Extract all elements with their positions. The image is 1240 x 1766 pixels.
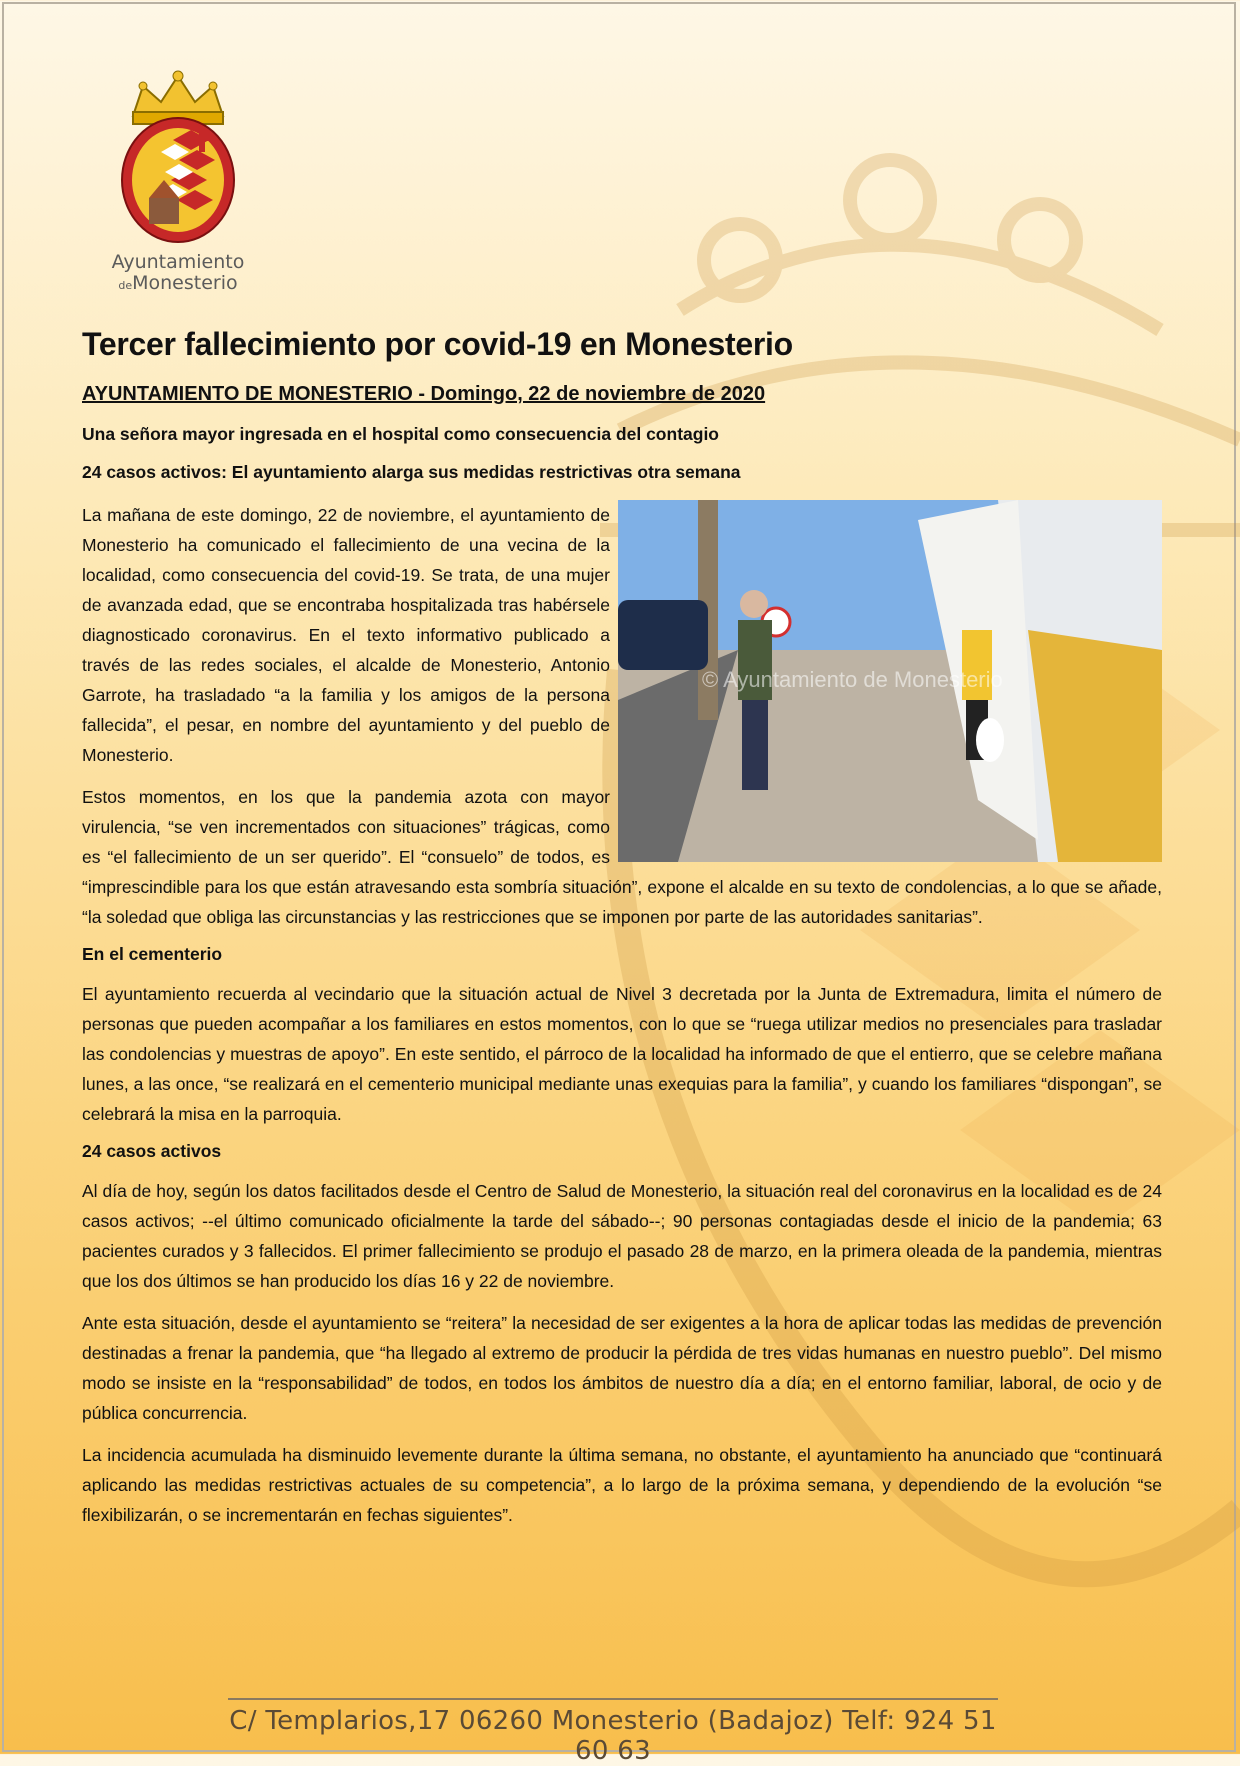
section-heading-casos: 24 casos activos xyxy=(82,1141,222,1161)
municipal-logo xyxy=(108,68,248,296)
paragraph-6: La incidencia acumulada ha disminuido levemente durante la última semana, no obstante, el ayuntamiento ha anunciado que “continuará aplicando las medidas restrictivas actuales de su competencia”, a lo largo de la próxima semana, y dependiendo de la evolución “se flexibilizarán, o se incrementarán en fechas siguientes”. xyxy=(82,1445,1162,1525)
photo-watermark: © Ayuntamiento de Monesterio xyxy=(702,667,1003,692)
coat-of-arms-icon xyxy=(113,68,243,248)
article-photo xyxy=(618,500,1162,862)
paragraph-2: Estos momentos, en los que la pandemia azota con mayor virulencia, “se ven incrementados con situaciones” trágicas, como es “el fallecimiento de un ser querido”. El “consuelo” de todos, es “imprescindible para los que están atravesando esta sombría situación”, expone el alcalde en su texto de condolencias, a lo que se añade, “la soledad que obliga las circunstancias y las restricciones que se imponen por parte de las autoridades sanitarias”. xyxy=(82,787,1162,927)
paragraph-3: El ayuntamiento recuerda al vecindario que la situación actual de Nivel 3 decretada por la Junta de Extremadura, limita el número de personas que pueden acompañar a los familiares en estos momentos, con lo que se “ruega utilizar medios no presenciales para trasladar las condolencias y muestras de apoyo”. En este sentido, el párroco de la localidad ha informado de que el entierro, que se celebre mañana lunes, a las once, “se realizará en el cementerio municipal mediante unas exequias para la familia”, y cuando los familiares “dispongan”, se celebrará la misa en la parroquia. xyxy=(82,984,1162,1124)
paragraph-5: Ante esta situación, desde el ayuntamiento se “reitera” la necesidad de ser exigentes a la hora de aplicar todas las medidas de prevención destinadas a frenar la pandemia, que “ha llegado al extremo de producir la pérdida de tres vidas humanas en nuestro pueblo”. Del mismo modo se insiste en la “responsabilidad” de todos, en todos los ámbitos de nuestro día a día; en el entorno familiar, laboral, de ocio y de pública concurrencia. xyxy=(82,1313,1162,1423)
logo-line-1: Ayuntamiento xyxy=(111,251,245,273)
article-subhead-2: 24 casos activos: El ayuntamiento alarga sus medidas restrictivas otra semana xyxy=(82,462,741,482)
article-title: Tercer fallecimiento por covid-19 en Monesterio xyxy=(82,326,793,362)
article xyxy=(82,326,1162,1542)
article-subhead-1: Una señora mayor ingresada en el hospital como consecuencia del contagio xyxy=(82,424,719,444)
paragraph-1: La mañana de este domingo, 22 de noviembre, el ayuntamiento de Monesterio ha comunicado el fallecimiento de una vecina de la localidad, como consecuencia del covid-19. Se trata, de una mujer de avanzada edad, que se encontraba hospitalizada tras habérsele diagnosticado coronavirus. En el texto informativo publicado a través de las redes sociales, el alcalde de Monesterio, Antonio Garrote, ha trasladado “a la familia y los amigos de la persona fallecida”, el pesar, en nombre del ayuntamiento y del pueblo de Monesterio. xyxy=(82,505,610,765)
section-heading-cementerio: En el cementerio xyxy=(82,944,223,964)
footer-address: C/ Templarios,17 06260 Monesterio (Badajoz) Telf: 924 51 60 63 xyxy=(228,1698,998,1766)
logo-line-2-prefix: de xyxy=(118,279,133,292)
logo-line-2: Monesterio xyxy=(132,272,238,294)
article-dateline: AYUNTAMIENTO DE MONESTERIO - Domingo, 22 de noviembre de 2020 xyxy=(82,383,766,405)
paragraph-4: Al día de hoy, según los datos facilitados desde el Centro de Salud de Monesterio, la situación real del coronavirus en la localidad es de 24 casos activos; --el último comunicado oficialmente la tarde del sábado--; 90 personas contagiadas desde el inicio de la pandemia; 63 pacientes curados y 3 fallecidos. El primer fallecimiento se produjo el pasado 28 de marzo, en la primera oleada de la pandemia, mientras que los dos últimos se han producido los días 16 y 22 de noviembre. xyxy=(82,1181,1162,1291)
